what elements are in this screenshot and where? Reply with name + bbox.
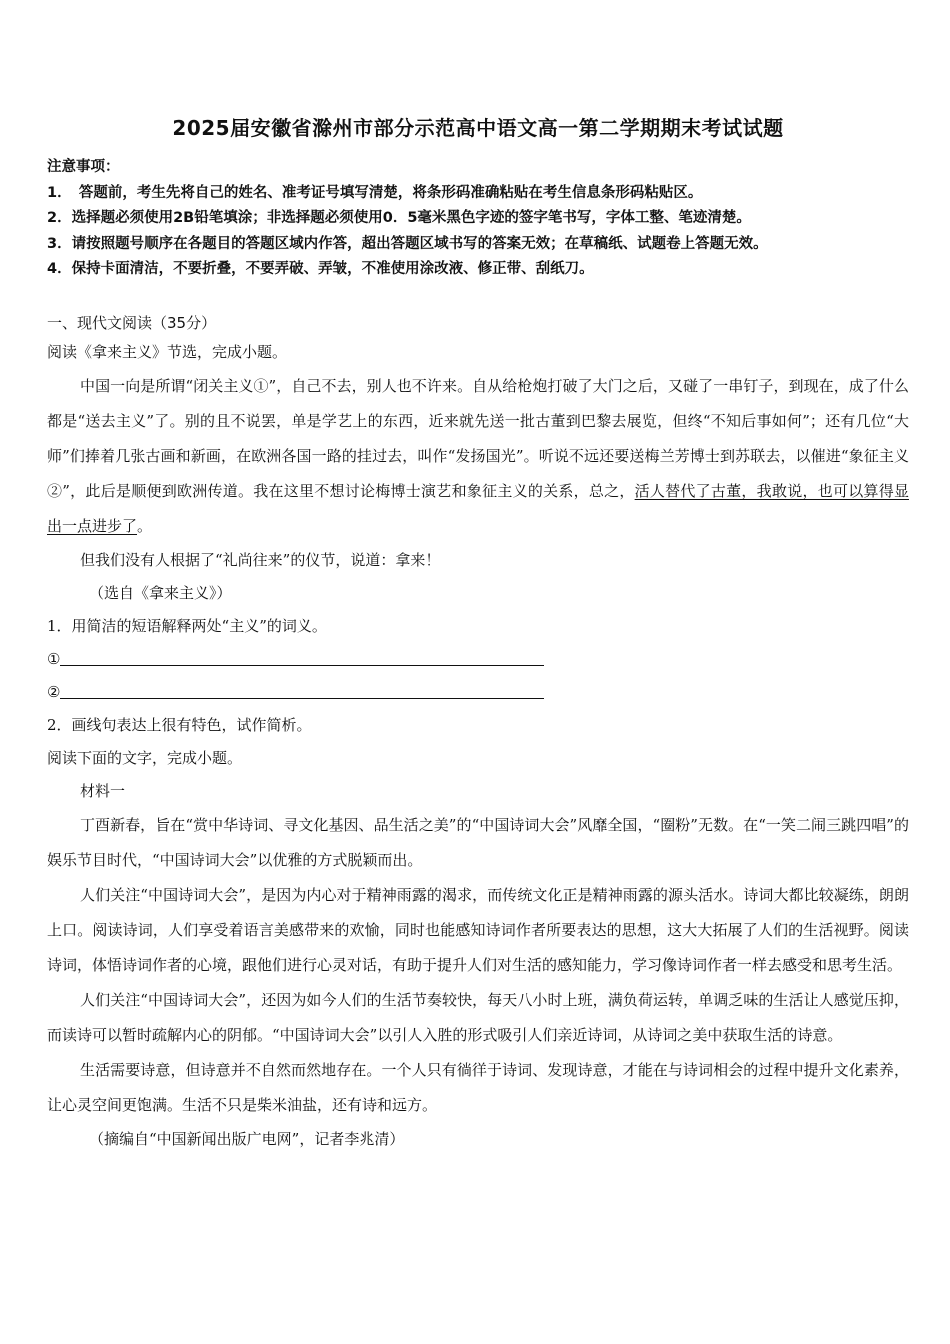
answer-line-1[interactable] xyxy=(47,643,909,676)
answer-blank[interactable] xyxy=(60,647,544,666)
page-title: 2025届安徽省滁州市部分示范高中语文高一第二学期期末考试试题 xyxy=(172,116,784,140)
notice-item: 3．请按照题号顺序在各题目的答题区域内作答，超出答题区域书写的答案无效；在草稿纸、试题卷上答题无效。 xyxy=(47,235,768,252)
answer-line-2[interactable] xyxy=(47,676,909,709)
answer-label: ① xyxy=(47,649,61,668)
passage-text: 中国一向是所谓“闭关主义①”，自己不去，别人也不许来。自从给枪炮打破了大门之后，又碰了一串钉子，到现在，成了什么都是“送去主义”了。别的且不说罢，单是学艺上的东西，近来就先送一批古董到巴黎去展览，但终“不知后事如何”；还有几位“大师”们捧着几张古画和新画，在欧洲各国一路的挂过去，叫作“发扬国光”。听说不远还要送梅兰芳博士到苏联去，以催进“象征主义②”，此后是顺便到欧洲传道。我在这里不想讨论梅博士演艺和象征主义的关系，总之， xyxy=(47,376,909,500)
material-label: 材料一 xyxy=(80,781,126,800)
question-1: 1．用简洁的短语解释两处“主义”的词义。 xyxy=(47,616,327,635)
notice-heading: 注意事项： xyxy=(47,159,120,175)
material-source: （摘编自“中国新闻出版广电网”，记者李兆清） xyxy=(89,1129,405,1148)
spacer xyxy=(47,283,909,310)
material-paragraph: 丁酉新春，旨在“赏中华诗词、寻文化基因、品生活之美”的“中国诗词大会”风靡全国，“圈粉”无数。在“一笑二闹三跳四唱”的娱乐节目时代，“中国诗词大会”以优雅的方式脱颖而出。 xyxy=(47,815,909,869)
reading-intro: 阅读下面的文字，完成小题。 xyxy=(47,748,243,767)
answer-blank[interactable] xyxy=(60,680,544,699)
reading-intro: 阅读《拿来主义》节选，完成小题。 xyxy=(47,342,288,361)
passage-source: （选自《拿来主义》） xyxy=(89,583,232,602)
material-paragraph: 生活需要诗意，但诗意并不自然而然地存在。一个人只有徜徉于诗词、发现诗意，才能在与诗词相会的过程中提升文化素养，让心灵空间更饱满。生活不只是柴米油盐，还有诗和远方。 xyxy=(47,1060,909,1114)
notice-item: 4．保持卡面清洁，不要折叠，不要弄破、弄皱，不准使用涂改液、修正带、刮纸刀。 xyxy=(47,261,594,277)
notice-item: 1． 答题前，考生先将自己的姓名、准考证号填写清楚，将条形码准确粘贴在考生信息条形码粘贴区。 xyxy=(47,184,703,201)
material-paragraph: 人们关注“中国诗词大会”，是因为内心对于精神雨露的渴求，而传统文化正是精神雨露的源头活水。诗词大都比较凝练，朗朗上口。阅读诗词，人们享受着语言美感带来的欢愉，同时也能感知诗词作者所要表达的思想，这大大拓展了人们的生活视野。阅读诗词，体悟诗词作者的心境，跟他们进行心灵对话，有助于提升人们对生活的感知能力，学习像诗词作者一样去感受和思考生活。 xyxy=(47,885,909,974)
section-heading: 一、现代文阅读（35分） xyxy=(47,313,217,332)
exam-page xyxy=(47,112,909,1156)
passage-paragraph: 但我们没有人根据了“礼尚往来”的仪节，说道：拿来！ xyxy=(80,550,441,569)
answer-label: ② xyxy=(47,682,61,701)
passage-text: 。 xyxy=(137,516,153,535)
notice-item: 2．选择题必须使用2B铅笔填涂；非选择题必须使用0．5毫米黑色字迹的签字笔书写，字体工整、笔迹清楚。 xyxy=(47,210,751,226)
notice-block xyxy=(47,155,909,283)
passage-paragraph xyxy=(47,369,909,544)
material-paragraph: 人们关注“中国诗词大会”，还因为如今人们的生活节奏较快，每天八小时上班，满负荷运转，单调乏味的生活让人感觉压抑，而读诗可以暂时疏解内心的阴郁。“中国诗词大会”以引人入胜的形式吸引人们亲近诗词，从诗词之美中获取生活的诗意。 xyxy=(47,990,909,1044)
underlined-sentence: 活人替代了古董，我敢说，也可以算得显出一点进步了 xyxy=(47,481,909,535)
question-2: 2．画线句表达上很有特色，试作简析。 xyxy=(47,715,312,734)
